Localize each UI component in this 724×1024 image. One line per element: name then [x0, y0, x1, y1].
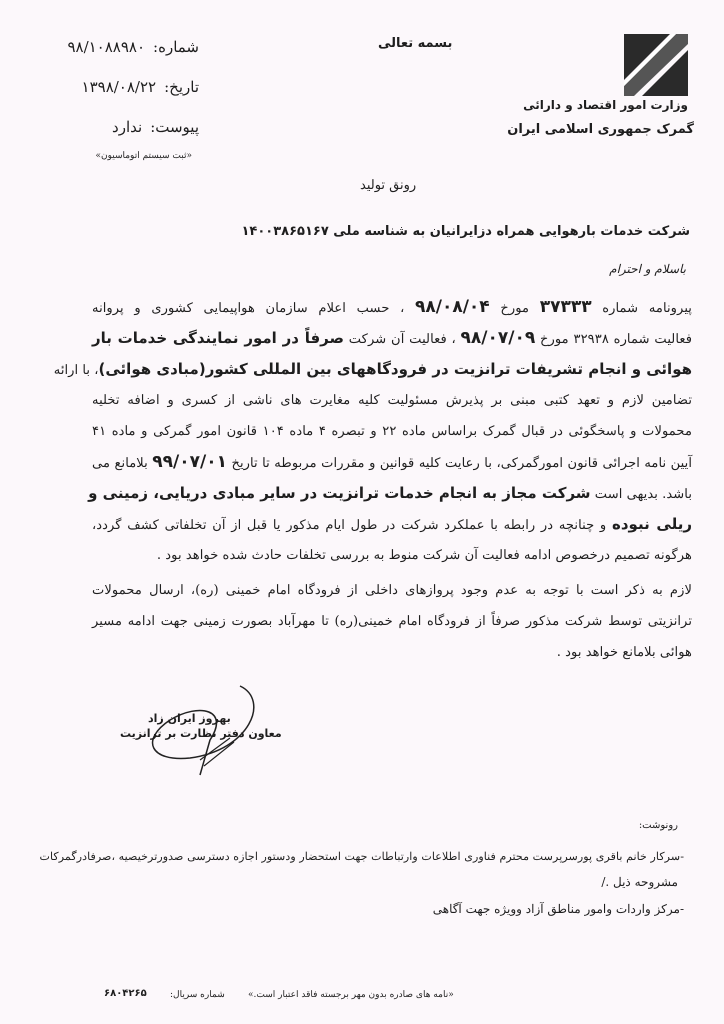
body-line — [92, 447, 692, 478]
body-text: هرگونه تصمیم درخصوص ادامه فعالیت آن شرکت منوط به بررسی تخلفات حادث شده خواهد بود . — [156, 548, 692, 563]
footer-notice: «نامه های صادره بدون مهر برجسته فاقد اعتبار است.» — [248, 990, 454, 1000]
body-text: ، فعالیت آن شرکت — [343, 332, 461, 347]
letter-attachment — [112, 118, 199, 136]
recipient: شرکت خدمات بارهوایی همراه دزایرانیان به شناسه ملی ۱۴۰۰۳۸۶۵۱۶۷ — [241, 224, 690, 239]
body-text: بلامانع می — [92, 456, 153, 471]
body-text: لازم به ذکر است با توجه به عدم وجود پروازهای داخلی از فرودگاه امام خمینی (ره)، ارسال محمولات — [92, 583, 692, 598]
body-text: باشد. بدیهی است — [590, 487, 692, 502]
body-line — [92, 416, 692, 447]
number-value: ۹۸/۱۰۸۸۹۸۰ — [67, 38, 146, 56]
attachment-value: ندارد — [112, 118, 143, 136]
cc-line-2: مشروحه ذیل ./ — [601, 875, 678, 889]
body-text: آیین نامه اجرائی قانون امورگمرکی، با رعایت کلیه قوانین و مقررات مربوطه تا تاریخ — [226, 456, 692, 471]
body-line — [92, 606, 692, 637]
body-line — [92, 385, 692, 416]
emphasized-text: شرکت مجاز به انجام خدمات ترانزیت در سایر مبادی دریایی، زمینی و — [88, 484, 591, 502]
emphasized-text: ۹۸/۰۸/۰۴ — [415, 297, 490, 317]
ministry-name: وزارت امور اقتصاد و دارائی — [523, 98, 688, 112]
body-line — [92, 323, 692, 354]
system-note: «ثبت سیستم اتوماسیون» — [95, 151, 192, 161]
body-line — [92, 509, 692, 540]
organization-name: گمرک جمهوری اسلامی ایران — [507, 122, 694, 137]
body-text: و چنانچه در رابطه با عملکرد شرکت در طول ایام مذکور یا قبل از آن تخلفاتی کشف گردد، — [92, 518, 612, 533]
emphasized-text: ۳۷۳۳۳ — [539, 297, 592, 317]
body-line — [53, 354, 692, 385]
date-label: تاریخ: — [164, 78, 199, 96]
number-label: شماره: — [153, 38, 199, 56]
body-line — [88, 478, 692, 509]
body-text: هوائی بلامانع خواهد بود . — [556, 645, 692, 660]
signer-name: بهروز ایران زاد — [148, 712, 231, 725]
serial-value: ۶۸۰۴۲۶۵ — [104, 988, 147, 999]
letter-number — [67, 38, 199, 56]
body-text: ، حسب اعلام سازمان هواپیمایی کشوری و پروانه — [92, 301, 415, 316]
customs-logo — [620, 30, 692, 100]
signer-title: معاون دفتر نظارت بر ترانزیت — [120, 727, 282, 740]
body-text: ، با ارائه — [53, 363, 99, 378]
cc-line-1: -سرکار خانم باقری پورسرپرست محترم فناوری اطلاعات وارتباطات جهت استحضار ودستور اجازه دسترسی صدورترخیصیه ،صرفادرگمرکات — [39, 850, 684, 863]
body-line — [92, 637, 692, 668]
attachment-label: پیوست: — [150, 118, 199, 136]
slogan: رونق تولید — [360, 178, 417, 193]
serial-label: شماره سریال: — [170, 990, 225, 1000]
emphasized-text: ۹۸/۰۷/۰۹ — [460, 328, 536, 348]
cc-line-3: -مرکز واردات وامور مناطق آزاد وویژه جهت آگاهی — [432, 902, 684, 916]
letter-body — [53, 292, 693, 668]
cc-label: رونوشت: — [638, 820, 678, 831]
emphasized-text: هوائی و انجام تشریفات ترانزیت در فرودگاههای بین المللی کشور(مبادی هوائی) — [98, 360, 692, 378]
emphasized-text: ۹۹/۰۷/۰۱ — [152, 452, 227, 472]
body-line — [92, 540, 692, 571]
date-value: ۱۳۹۸/۰۸/۲۲ — [81, 78, 157, 96]
body-text: پیرونامه شماره — [591, 301, 692, 316]
letter-date — [82, 78, 199, 96]
emphasized-text: صرفاً در امور نمایندگی خدمات بار — [92, 329, 344, 347]
body-text: تضامین لازم و تعهد کتبی مبنی بر پذیرش مسئولیت کلیه مغایرت های ناشی از کسری و اضافه تخلیه — [92, 393, 692, 408]
greeting-handwritten: باسلام و احترام — [609, 262, 686, 276]
body-text: ترانزیتی توسط شرکت مذکور صرفاً از فرودگاه امام خمینی(ره) تا مهرآباد بصورت زمینی جهت ادامه مسیر — [92, 614, 692, 629]
body-line — [92, 292, 692, 323]
emphasized-text: ریلی نبوده — [611, 515, 692, 533]
invocation: بسمه تعالی — [378, 36, 453, 51]
body-text: فعالیت شماره ۳۲۹۳۸ مورخ — [535, 332, 693, 347]
body-text: محمولات و پاسخگوئی در قبال گمرک براساس ماده ۲۲ و تبصره ۴ ماده ۱۰۴ قانون امور گمرکی و ماده ۴۱ — [92, 424, 693, 439]
body-line — [92, 575, 692, 606]
body-text: مورخ — [489, 301, 540, 316]
